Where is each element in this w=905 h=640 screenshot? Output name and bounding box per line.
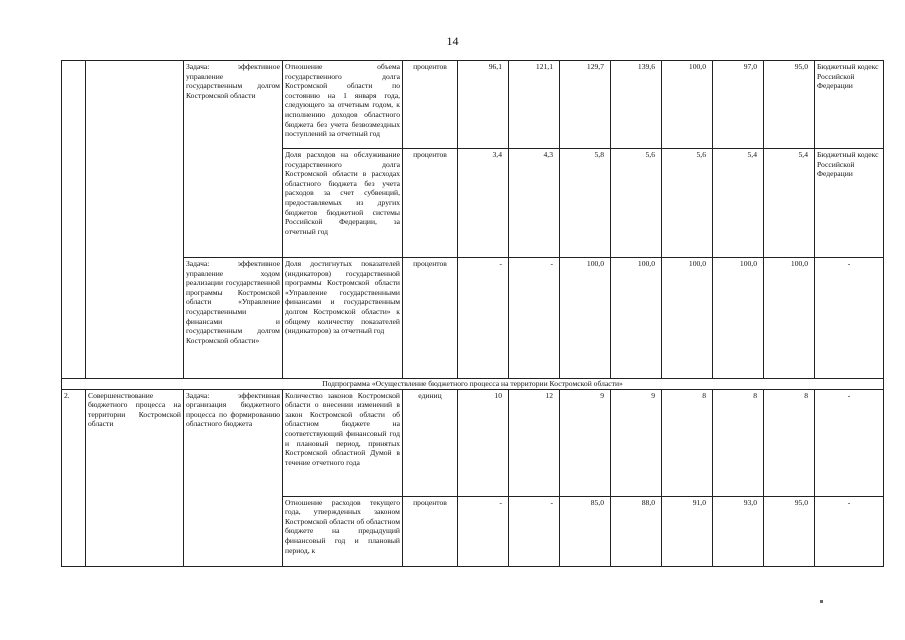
value-cell: 100,0 xyxy=(662,61,713,149)
indicator-cell: Количество законов Костромской области о внесении изменений в закон Костромской области об областном бюджете на соответствующий финансовый год и плановый период, принятых Костромской областной Думой в течение отчетного года xyxy=(283,389,403,496)
goal-cell-empty xyxy=(86,61,184,379)
value-cell: 96,1 xyxy=(458,61,509,149)
value-cell: 9 xyxy=(611,389,662,496)
indicator-cell: Отношение объема государственного долга Костромской области по состоянию на 1 января года, следующего за отчетным годом, к исполнению доходов областного бюджета без учета безвозмездных поступлений за отчетный год xyxy=(283,61,403,149)
scan-artifact xyxy=(820,600,823,603)
value-cell: 8 xyxy=(764,389,815,496)
indicators-table xyxy=(61,60,884,567)
section-number: 2. xyxy=(62,389,86,566)
basis-cell: - xyxy=(815,496,884,566)
unit-cell: процентов xyxy=(403,61,458,149)
value-cell: 8 xyxy=(662,389,713,496)
value-cell: 5,6 xyxy=(662,149,713,258)
value-cell: 5,4 xyxy=(764,149,815,258)
value-cell: 100,0 xyxy=(713,258,764,379)
value-cell: - xyxy=(458,258,509,379)
unit-cell: единиц xyxy=(403,389,458,496)
task-cell: Задача: эффективное управление государственным долгом Костромской области xyxy=(184,61,283,258)
value-cell: 10 xyxy=(458,389,509,496)
value-cell: 9 xyxy=(560,389,611,496)
indicator-cell: Доля расходов на обслуживание государственного долга Костромской области в расходах областного бюджета без учета расходов за счет субвенций, предоставляемых из других бюджетов бюджетной системы Российской Федерации, за отчетный год xyxy=(283,149,403,258)
value-cell: 100,0 xyxy=(560,258,611,379)
unit-cell: процентов xyxy=(403,496,458,566)
value-cell: 5,4 xyxy=(713,149,764,258)
value-cell: - xyxy=(458,496,509,566)
value-cell: 95,0 xyxy=(764,61,815,149)
value-cell: 100,0 xyxy=(764,258,815,379)
indicator-cell: Отношение расходов текущего года, утвержденных законом Костромской области об областном бюджете на предыдущий финансовый год и плановый период, к xyxy=(283,496,403,566)
value-cell: 85,0 xyxy=(560,496,611,566)
value-cell: 3,4 xyxy=(458,149,509,258)
value-cell: 97,0 xyxy=(713,61,764,149)
value-cell: 88,0 xyxy=(611,496,662,566)
unit-cell: процентов xyxy=(403,258,458,379)
value-cell: - xyxy=(509,496,560,566)
value-cell: 95,0 xyxy=(764,496,815,566)
value-cell: 100,0 xyxy=(662,258,713,379)
basis-cell: Бюджетный кодекс Российской Федерации xyxy=(815,149,884,258)
value-cell: 12 xyxy=(509,389,560,496)
basis-cell: - xyxy=(815,389,884,496)
basis-cell: Бюджетный кодекс Российской Федерации xyxy=(815,61,884,149)
number-cell-empty xyxy=(62,61,86,379)
page-number: 14 xyxy=(446,34,459,48)
task-cell: Задача: эффективное управление ходом реализации государственной программы Костромской области «Управление государственными финансами и государственным долгом Костромской области» xyxy=(184,258,283,379)
value-cell: 5,8 xyxy=(560,149,611,258)
subprogram-row xyxy=(62,379,884,390)
table-row xyxy=(62,258,884,379)
value-cell: 93,0 xyxy=(713,496,764,566)
value-cell: 5,6 xyxy=(611,149,662,258)
value-cell: - xyxy=(509,258,560,379)
value-cell: 139,6 xyxy=(611,61,662,149)
value-cell: 100,0 xyxy=(611,258,662,379)
indicator-cell: Доля достигнутых показателей (индикаторов) государственной программы Костромской области «Управление государственными финансами и государственным долгом Костромской области» к общему количеству показателей (индикаторов) за отчетный год xyxy=(283,258,403,379)
value-cell: 121,1 xyxy=(509,61,560,149)
value-cell: 4,3 xyxy=(509,149,560,258)
value-cell: 91,0 xyxy=(662,496,713,566)
table-row xyxy=(62,61,884,149)
goal-cell: Совершенствование бюджетного процесса на территории Костромской области xyxy=(86,389,184,566)
table-row xyxy=(62,389,884,496)
task-cell: Задача: эффективная организация бюджетного процесса по формированию областного бюджета xyxy=(184,389,283,566)
value-cell: 129,7 xyxy=(560,61,611,149)
subprogram-title: Подпрограмма «Осуществление бюджетного процесса на территории Костромской области» xyxy=(62,379,884,390)
unit-cell: процентов xyxy=(403,149,458,258)
basis-cell: - xyxy=(815,258,884,379)
value-cell: 8 xyxy=(713,389,764,496)
